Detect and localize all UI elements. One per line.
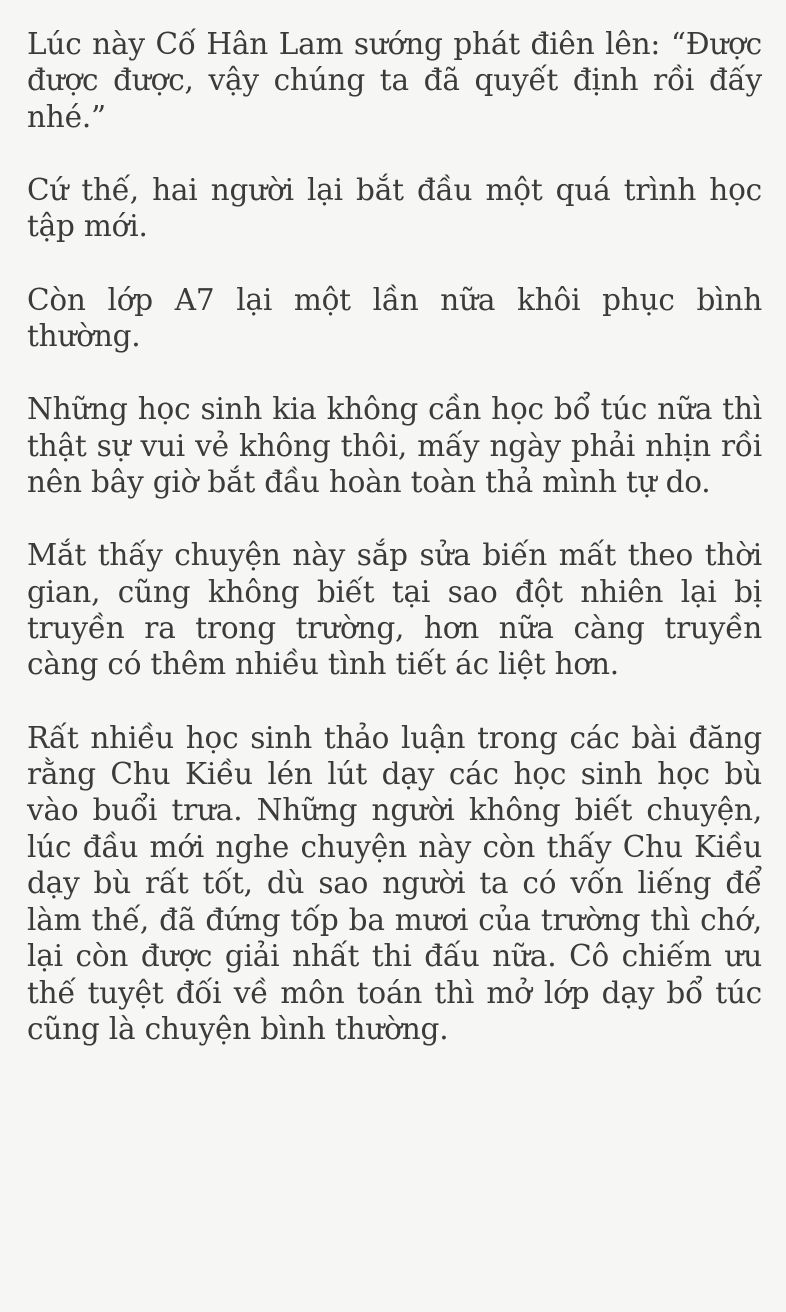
paragraph: Mắt thấy chuyện này sắp sửa biến mất theo thời gian, cũng không biết tại sao đột nhiên lại bị truyền ra trong trường, hơn nữa càng truyền càng có thêm nhiều tình tiết ác liệt hơn. [27,538,762,682]
paragraph: Rất nhiều học sinh thảo luận trong các bài đăng rằng Chu Kiều lén lút dạy các học sinh học bù vào buổi trưa. Những người không biết chuyện, lúc đầu mới nghe chuyện này còn thấy Chu Kiều dạy bù rất tốt, dù sao người ta có vốn liếng để làm thế, đã đứng tốp ba mươi của trường thì chớ, lại còn được giải nhất thi đấu nữa. Cô chiếm ưu thế tuyệt đối về môn toán thì mở lớp dạy bổ túc cũng là chuyện bình thường. [27,720,762,1046]
paragraph: Cứ thế, hai người lại bắt đầu một quá trình học tập mới. [27,173,762,244]
paragraph: Những học sinh kia không cần học bổ túc nữa thì thật sự vui vẻ không thôi, mấy ngày phải nhịn rồi nên bây giờ bắt đầu hoàn toàn thả mình tự do. [27,392,762,500]
paragraph: Còn lớp A7 lại một lần nữa khôi phục bình thường. [27,282,762,354]
paragraph: Lúc này Cố Hân Lam sướng phát điên lên: “Được được được, vậy chúng ta đã quyết định rồi đấy nhé.” [27,27,762,134]
